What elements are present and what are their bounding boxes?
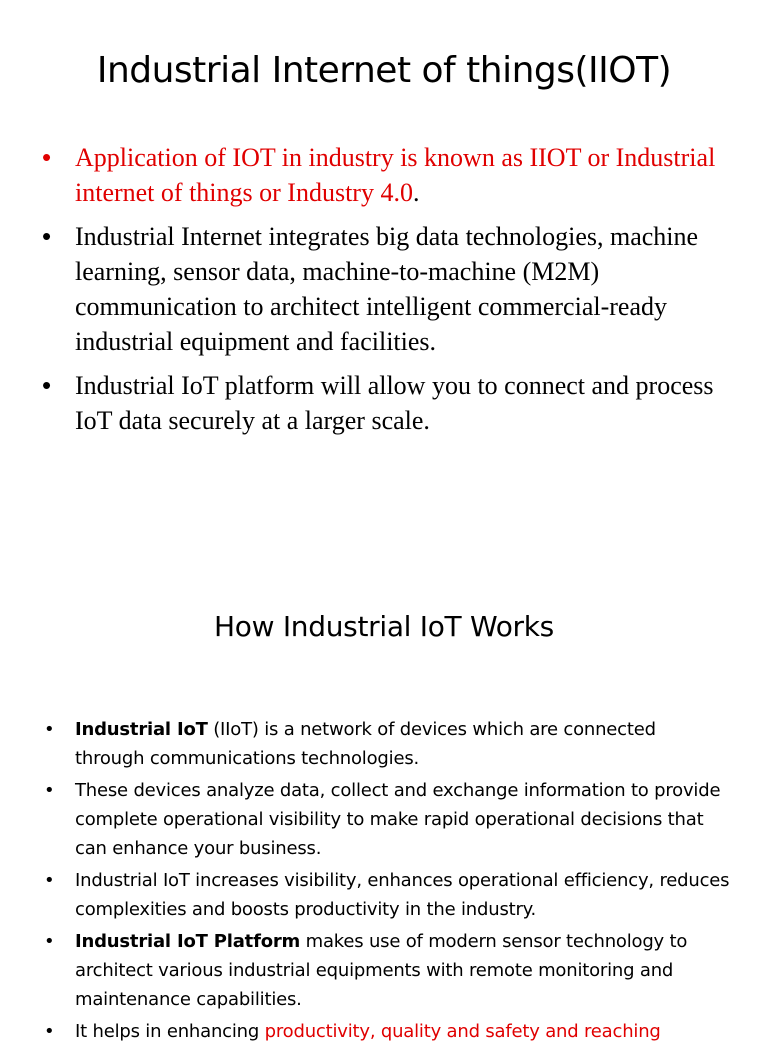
bullet-icon: • (42, 142, 52, 172)
slide-iiot-intro (0, 0, 768, 520)
bullet-list (40, 140, 750, 447)
bullet-list (40, 715, 730, 1049)
bullet-text: makes use of modern sensor technology to architect various industrial equipments with remote monitoring and maintenance capabilities. (75, 931, 688, 1010)
bullet-text: Industrial IoT increases visibility, enhances operational efficiency, reduces complexities and boosts productivity in the industry. (75, 870, 730, 920)
bullet-icon: • (42, 370, 52, 400)
list-item (40, 368, 750, 438)
bullet-text: Industrial Internet integrates big data technologies, machine learning, sensor data, machine-to-machine (M2M) communication to architect intelligent commercial-ready industrial equipment and facilities. (75, 222, 699, 356)
slide-title: How Industrial IoT Works (214, 610, 554, 643)
bullet-icon: • (44, 780, 55, 801)
bullet-text: These devices analyze data, collect and exchange information to provide complete operational visibility to make rapid operational decisions that can enhance your business. (75, 780, 721, 859)
list-item (40, 927, 730, 1014)
bullet-text: (IIoT) is a network of devices which are connected through communications technologies. (75, 719, 656, 769)
bullet-text: Application of IOT in industry is known as IIOT or Industrial internet of things or Industry 4.0 (75, 143, 716, 207)
slide-how-iiot-works (0, 560, 768, 1042)
bullet-text: It helps in enhancing (75, 1021, 265, 1042)
list-item (40, 219, 750, 359)
bullet-red-text: productivity, quality and safety and reaching (264, 1021, 661, 1042)
slide-title: Industrial Internet of things(IIOT) (96, 50, 672, 91)
list-item (40, 715, 730, 773)
bullet-bold-text: Industrial IoT (75, 719, 208, 740)
bullet-icon: • (44, 870, 55, 891)
bullet-suffix: . (412, 178, 420, 207)
list-item (40, 1017, 730, 1046)
bullet-icon: • (44, 1021, 55, 1042)
bullet-icon: • (44, 719, 55, 740)
list-item (40, 776, 730, 863)
bullet-bold-text: Industrial IoT Platform (75, 931, 301, 952)
list-item (40, 140, 750, 210)
list-item (40, 866, 730, 924)
bullet-text: Industrial IoT platform will allow you to connect and process IoT data securely at a larger scale. (75, 371, 714, 435)
bullet-icon: • (44, 931, 55, 952)
bullet-icon: • (42, 221, 52, 251)
